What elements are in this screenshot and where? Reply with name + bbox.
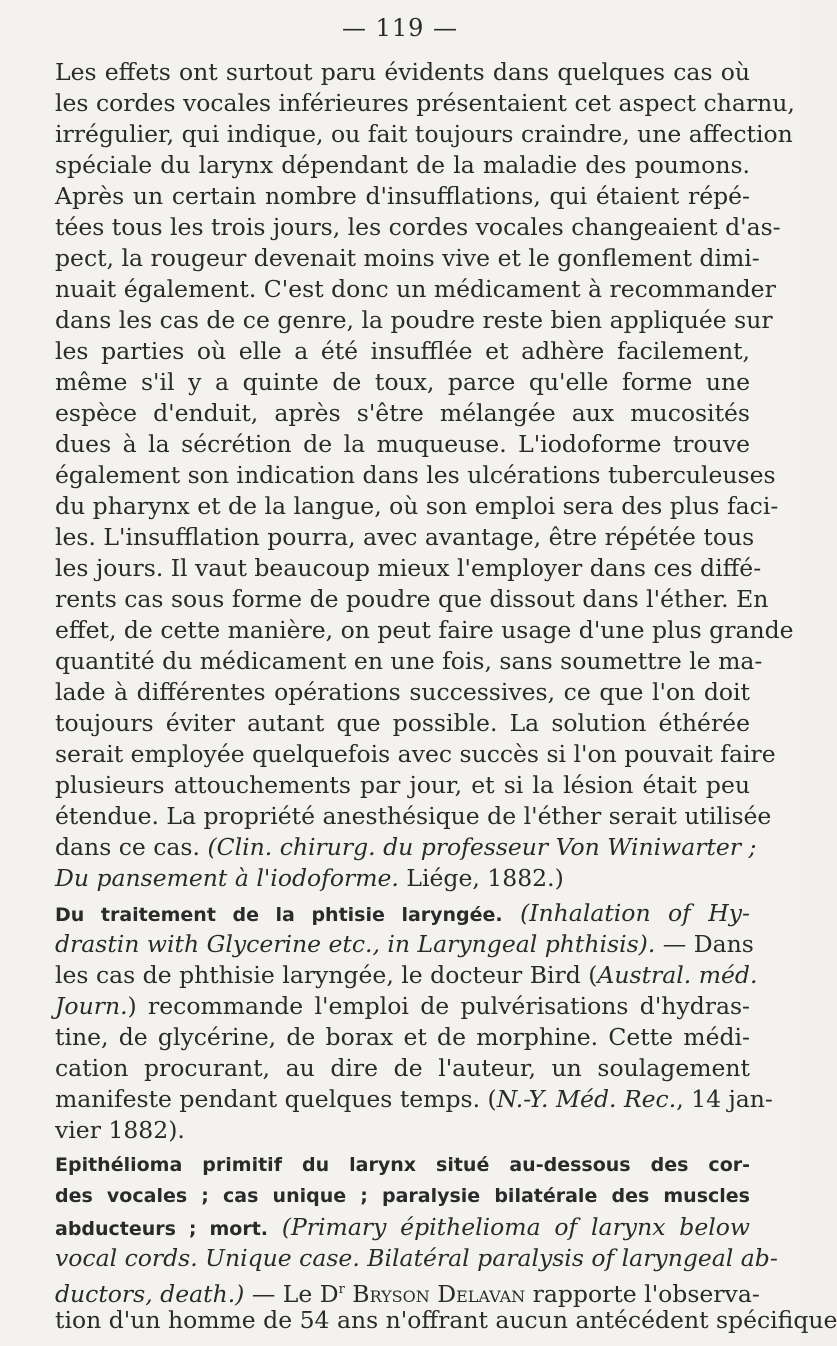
text-line: toujours éviter autant que possible. La solution éthérée	[55, 709, 750, 737]
text-line: irrégulier, qui indique, ou fait toujours craindre, une affection	[55, 120, 793, 148]
superscript: r	[338, 1282, 345, 1297]
text-fragment: — Le D	[244, 1279, 339, 1308]
article-english-title: drastin with Glycerine etc., in Laryngeal phthisis).	[55, 930, 656, 958]
text-block	[55, 57, 837, 1336]
article-english-title: vocal cords. Unique case. Bilatéral paralysis of laryngeal ab-	[55, 1244, 778, 1272]
text-line: les parties où elle a été insufflée et adhère facilement,	[55, 337, 750, 365]
article-english-title: ductors, death.)	[55, 1279, 245, 1308]
text-fragment: manifeste pendant quelques temps. (	[55, 1085, 497, 1113]
text-fragment: les cas de phthisie laryngée, le docteur Bird (	[55, 961, 598, 989]
text-line: étendue. La propriété anesthésique de l'éther serait utilisée	[55, 802, 772, 830]
text-line: quantité du médicament en une fois, sans soumettre le ma-	[55, 647, 763, 675]
text-fragment: , 14 jan-	[676, 1085, 773, 1113]
paragraph-iodoforme	[55, 57, 795, 832]
text-line: du pharynx et de la langue, où son emploi sera des plus faci-	[55, 492, 779, 520]
text-line: lade à différentes opérations successives, ce que l'on doit	[55, 678, 750, 706]
article-heading-phtisie: Du traitement de la phtisie laryngée.	[55, 904, 503, 926]
text-fragment: ) recommande l'emploi de pulvérisations d'hydras-	[127, 992, 750, 1020]
journal-name: Journ.	[55, 992, 128, 1020]
text-line: pect, la rougeur devenait moins vive et le gonflement dimi-	[55, 244, 760, 272]
citation-line	[55, 832, 757, 863]
journal-name: N.-Y. Méd. Rec.	[496, 1085, 677, 1113]
author-name: Bryson Delavan	[344, 1279, 526, 1308]
article-heading-epithelioma: des vocales ; cas unique ; paralysie bilatérale des muscles	[55, 1185, 750, 1207]
text-line: Les effets ont surtout paru évidents dans quelques cas où	[55, 58, 750, 86]
text-line: Après un certain nombre d'insufflations, qui étaient répé-	[55, 182, 750, 210]
text-line: les jours. Il vaut beaucoup mieux l'employer dans ces diffé-	[55, 554, 762, 582]
text-line: les cordes vocales inférieures présentaient cet aspect charnu,	[55, 89, 795, 117]
citation-place-date: Liége, 1882.)	[398, 864, 564, 892]
page-number: — 119 —	[341, 14, 459, 42]
text-line: tion d'un homme de 54 ans n'offrant aucun antécédent spécifique	[55, 1306, 837, 1334]
text-line: même s'il y a quinte de toux, parce qu'elle forme une	[55, 368, 750, 396]
text-line: vier 1882).	[55, 1116, 185, 1144]
text-line: également son indication dans les ulcérations tuberculeuses	[55, 461, 776, 489]
text-line	[55, 1274, 760, 1308]
citation-text: dans ce cas.	[55, 833, 208, 861]
text-fragment: rapporte l'observa-	[525, 1279, 760, 1308]
article-heading-line	[55, 898, 750, 929]
text-line: cation procurant, au dire de l'auteur, un soulagement	[55, 1054, 750, 1082]
text-line: espèce d'enduit, après s'être mélangée aux mucosités	[55, 399, 750, 427]
article-heading-epithelioma: Epithélioma primitif du larynx situé au-dessous des cor-	[55, 1154, 750, 1176]
text-line: dues à la sécrétion de la muqueuse. L'iodoforme trouve	[55, 430, 750, 458]
text-line: nuait également. C'est donc un médicament à recommander	[55, 275, 776, 303]
text-line: rents cas sous forme de poudre que dissout dans l'éther. En	[55, 585, 769, 613]
text-line: tine, de glycérine, de borax et de morphine. Cette médi-	[55, 1023, 750, 1051]
text-line: serait employée quelquefois avec succès si l'on pouvait faire	[55, 740, 776, 768]
text-line: tées tous les trois jours, les cordes vocales changeaient d'as-	[55, 213, 781, 241]
text-line	[55, 960, 758, 991]
text-line	[55, 1084, 773, 1115]
journal-name: Austral. méd.	[597, 961, 758, 989]
citation-line	[55, 863, 750, 894]
article-english-title: (Primary épithelioma of larynx below	[268, 1213, 750, 1241]
article-english-title: (Inhalation of Hy-	[502, 899, 750, 927]
citation-title: Du pansement à l'iodoforme.	[55, 864, 399, 892]
citation-source: (Clin. chirurg. du professeur Von Winiwarter ;	[207, 833, 757, 861]
text-line	[55, 929, 754, 960]
text-line	[55, 991, 750, 1022]
text-line: effet, de cette manière, on peut faire usage d'une plus grande	[55, 616, 794, 644]
text-line: spéciale du larynx dépendant de la maladie des poumons.	[55, 151, 750, 179]
text-fragment: — Dans	[655, 930, 754, 958]
text-line: dans les cas de ce genre, la poudre reste bien appliquée sur	[55, 306, 773, 334]
article-heading-epithelioma: abducteurs ; mort.	[55, 1218, 269, 1240]
text-line: les. L'insufflation pourra, avec avantage, être répétée tous	[55, 523, 755, 551]
text-line: plusieurs attouchements par jour, et si la lésion était peu	[55, 771, 750, 799]
text-line	[55, 1212, 750, 1243]
